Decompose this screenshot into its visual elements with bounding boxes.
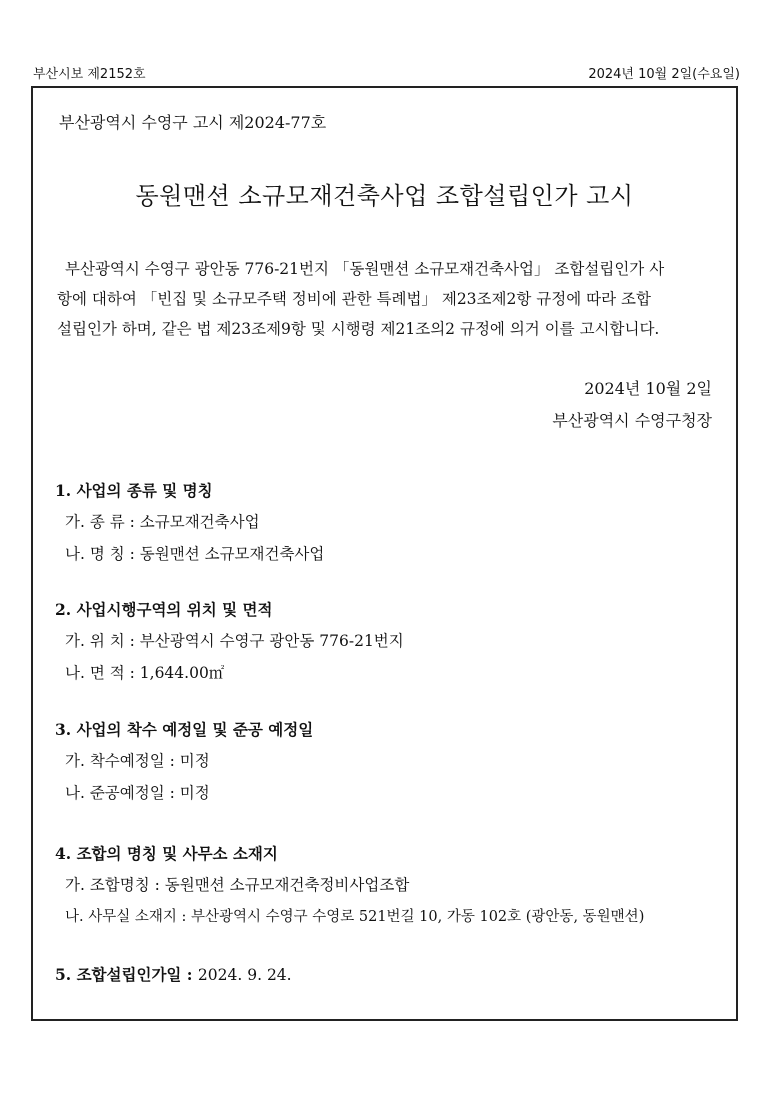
notice-title: 동원맨션 소규모재건축사업 조합설립인가 고시 [135,182,634,210]
section-schedule [55,715,313,809]
gazette-issue-number: 부산시보 제2152호 [33,67,146,82]
section-item: 가. 종 류 : 소규모재건축사업 [65,513,260,531]
notice-body [57,254,712,344]
section-item: 가. 위 치 : 부산광역시 수영구 광안동 776-21번지 [65,632,404,650]
notice-issuer: 부산광역시 수영구청장 [552,411,712,430]
section-item: 가. 조합명칭 : 동원맨션 소규모재건축정비사업조합 [65,876,410,894]
section-heading: 2. 사업시행구역의 위치 및 면적 [55,600,273,619]
section-heading: 4. 조합의 명칭 및 사무소 소재지 [55,844,278,863]
section-heading [55,960,292,990]
section-item: 가. 착수예정일 : 미정 [65,752,210,770]
section-heading: 1. 사업의 종류 및 명칭 [55,481,213,500]
notice-date: 2024년 10월 2일 [584,379,712,398]
notice-frame [31,86,738,1021]
approval-date-value: 2024. 9. 24. [197,966,292,984]
section-item: 나. 명 칭 : 동원맨션 소규모재건축사업 [65,545,325,563]
notice-number: 부산광역시 수영구 고시 제2024-77호 [59,113,327,132]
notice-body-line: 부산광역시 수영구 광안동 776-21번지 「동원맨션 소규모재건축사업」 조합설립인가 사 [65,260,665,278]
gazette-date: 2024년 10월 2일(수요일) [588,67,740,82]
section-approval-date [55,960,292,990]
notice-signature [552,373,712,437]
notice-body-line: 항에 대하여 「빈집 및 소규모주택 정비에 관한 특례법」 제23조제2항 규정에 따라 조합 [57,290,651,308]
section-business-type [55,476,324,570]
section-item: 나. 준공예정일 : 미정 [65,784,210,802]
section-heading: 3. 사업의 착수 예정일 및 준공 예정일 [55,720,314,739]
section-association [55,839,644,933]
gazette-header [33,66,740,84]
notice-body-line: 설립인가 하며, 같은 법 제23조제9항 및 시행령 제21조의2 규정에 의거 이를 고시합니다. [57,320,660,338]
approval-date-label: 5. 조합설립인가일 : [55,965,193,984]
section-item: 나. 사무실 소재지 : 부산광역시 수영구 수영로 521번길 10, 가동 102호 (광안동, 동원맨션) [65,909,645,925]
section-item: 나. 면 적 : 1,644.00㎡ [65,664,225,682]
section-location-area [55,595,404,689]
